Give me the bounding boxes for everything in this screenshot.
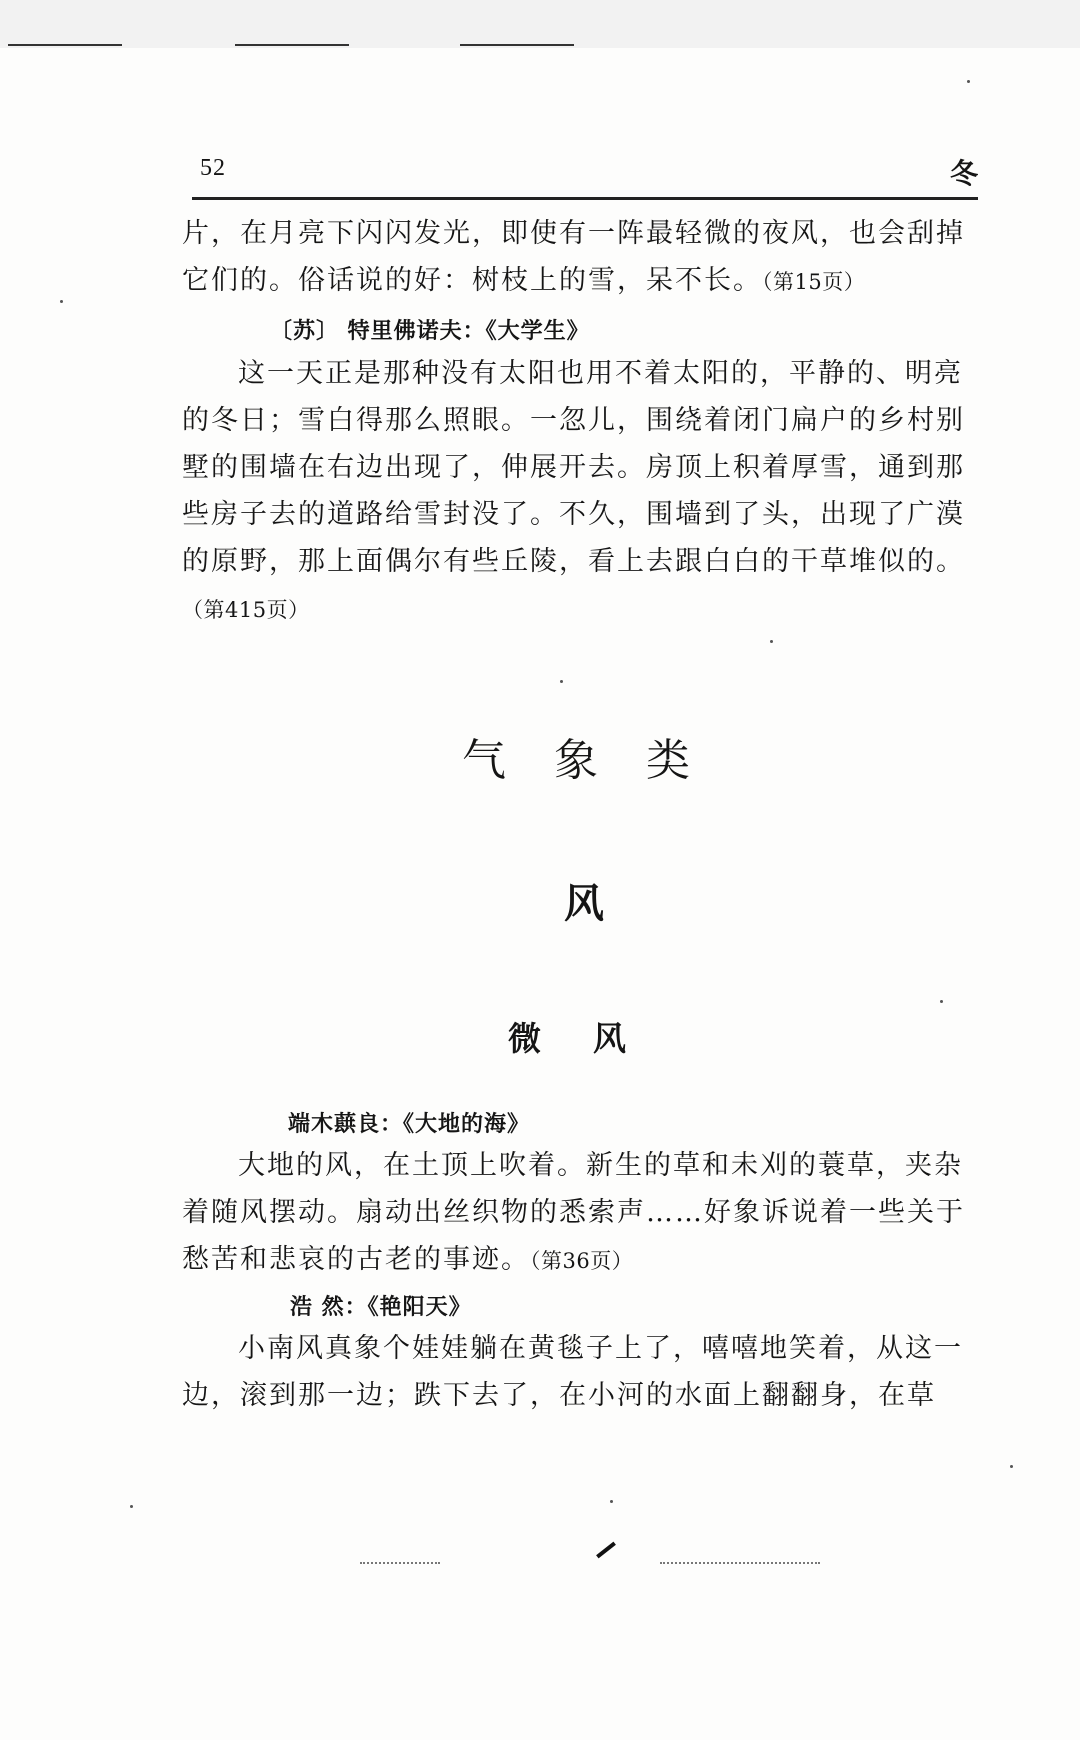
source-attribution: 端木蕻良：《大地的海》 <box>288 1111 531 1137</box>
sub-title: 微风 <box>508 1019 678 1058</box>
paragraph-2 <box>182 350 982 634</box>
source-attribution: 〔苏〕 特里佛诺夫：《大学生》 <box>270 318 590 344</box>
running-title: 冬 <box>950 157 979 190</box>
paragraph-text: 小南风真象个娃娃躺在黄毯子上了，嘻嘻地笑着，从这一边，滚到那一边；跌下去了，在小河的水面上翻翻身，在草 <box>182 1333 963 1411</box>
paragraph-1 <box>182 210 982 306</box>
page-citation: （第15页） <box>762 270 866 294</box>
paragraph-text: 这一天正是那种没有太阳也用不着太阳的，平静的、明亮的冬日；雪白得那么照眼。一忽儿，围绕着闭门扁户的乡村别墅的围墙在右边出现了，伸展开去。房顶上积着厚雪，通到那些房子去的道路给雪封没了。不久，围墙到了头，出现了广漠的原野，那上面偶尔有些丘陵，看上去跟白白的干草堆似的。 <box>182 358 965 577</box>
scan-speck <box>560 680 563 683</box>
scan-top-strip <box>0 0 1080 48</box>
scan-speck <box>940 1000 943 1003</box>
scan-noise <box>660 1562 820 1566</box>
paragraph-text: 大地的风，在土顶上吹着。新生的草和未刈的蓑草，夹杂着随风摆动。扇动出丝织物的悉索声……好象诉说着一些关于愁苦和悲哀的古老的事迹。 <box>182 1150 965 1275</box>
page-citation: （第415页） <box>182 598 310 622</box>
paragraph-text: 片，在月亮下闪闪发光，即使有一阵最轻微的夜风，也会刮掉它们的。俗话说的好：树枝上的雪，呆不长。 <box>182 218 965 296</box>
paragraph-4 <box>182 1325 982 1419</box>
scan-edge-rule <box>235 44 349 46</box>
scan-speck <box>60 300 63 303</box>
scan-speck <box>1010 1465 1013 1468</box>
source-attribution: 浩 然：《艳阳天》 <box>290 1294 472 1320</box>
header-rule <box>192 197 978 200</box>
page-number: 52 <box>200 155 226 181</box>
section-title: 气象类 <box>462 735 738 786</box>
scan-edge-rule <box>460 44 574 46</box>
scan-noise <box>360 1562 440 1566</box>
scan-mark <box>596 1542 616 1559</box>
page-citation: （第36页） <box>530 1249 634 1273</box>
scan-speck <box>130 1505 133 1508</box>
entry-title: 风 <box>564 880 604 927</box>
paragraph-3 <box>182 1142 982 1285</box>
scan-speck <box>967 80 970 83</box>
scan-speck <box>610 1500 613 1503</box>
scan-edge-rule <box>8 44 122 46</box>
scan-speck <box>770 640 773 643</box>
